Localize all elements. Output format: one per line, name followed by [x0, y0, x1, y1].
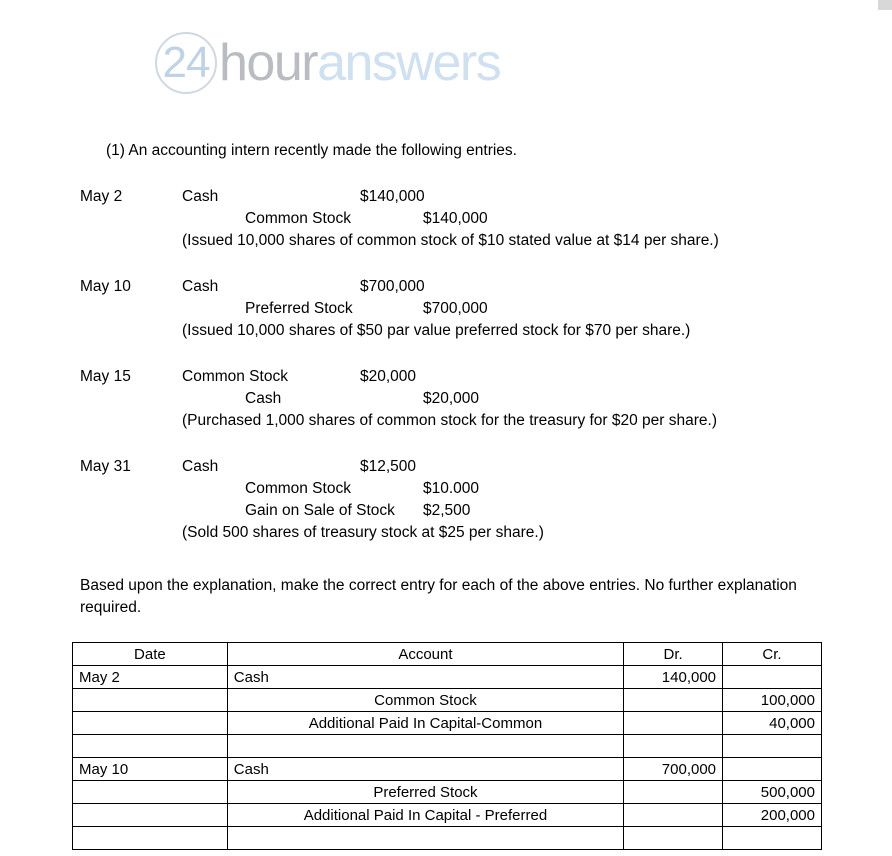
journal-line — [80, 388, 870, 410]
entry-account: Common Stock — [182, 368, 288, 385]
cell-date — [73, 712, 228, 735]
site-logo — [155, 28, 500, 98]
table-row — [73, 666, 822, 689]
cell-dr — [624, 735, 723, 758]
cell-dr — [624, 804, 723, 827]
table-header-row — [73, 643, 822, 666]
entry-amount: $700,000 — [360, 278, 425, 295]
entry-account: Cash — [182, 188, 219, 205]
journal-line — [80, 366, 870, 388]
cell-cr — [723, 758, 822, 781]
page-edge-strip — [878, 0, 892, 10]
entry-amount: $20,000 — [360, 368, 417, 385]
cell-dr — [624, 689, 723, 712]
entry-amount: $140,000 — [423, 210, 488, 227]
journal-entry — [80, 456, 870, 544]
cell-date: May 2 — [73, 666, 228, 689]
cell-cr — [723, 735, 822, 758]
journal-line — [80, 456, 870, 478]
entry-note: (Purchased 1,000 shares of common stock for the treasury for $20 per share.) — [182, 412, 718, 429]
cell-cr — [723, 827, 822, 850]
cell-dr — [624, 781, 723, 804]
cell-date — [73, 827, 228, 850]
table-row — [73, 781, 822, 804]
entry-amount: $140,000 — [360, 188, 425, 205]
cell-date — [73, 804, 228, 827]
entry-account: Cash — [245, 390, 282, 407]
entry-amount: $20,000 — [423, 390, 480, 407]
entry-date-spacer — [80, 500, 182, 522]
entry-account: Cash — [182, 278, 219, 295]
journal-entries-block — [80, 186, 870, 544]
entry-date-spacer — [80, 298, 182, 320]
table-row — [73, 804, 822, 827]
entry-amount: $2,500 — [423, 502, 471, 519]
cell-account — [227, 735, 623, 758]
column-header-account: Account — [227, 643, 623, 666]
journal-entry — [80, 186, 870, 252]
cell-account: Common Stock — [227, 689, 623, 712]
entry-note: (Issued 10,000 shares of common stock of $10 stated value at $14 per share.) — [182, 232, 719, 249]
entry-date-spacer — [80, 208, 182, 230]
entry-account: Cash — [182, 458, 219, 475]
cell-account: Cash — [227, 666, 623, 689]
entry-account: Common Stock — [245, 480, 351, 497]
entry-date: May 2 — [80, 188, 123, 205]
cell-date — [73, 735, 228, 758]
column-header-dr: Dr. — [624, 643, 723, 666]
cell-date — [73, 781, 228, 804]
journal-line — [80, 276, 870, 298]
journal-entry — [80, 276, 870, 342]
cell-account: Additional Paid In Capital - Preferred — [227, 804, 623, 827]
question-text: (1) An accounting intern recently made the following entries. — [106, 142, 517, 159]
logo-word-answers: answers — [317, 34, 501, 92]
cell-cr: 500,000 — [723, 781, 822, 804]
journal-line — [80, 186, 870, 208]
cell-account: Cash — [227, 758, 623, 781]
cell-cr: 100,000 — [723, 689, 822, 712]
ledger-table — [72, 642, 822, 850]
journal-entry — [80, 366, 870, 432]
journal-line — [80, 478, 870, 500]
cell-cr: 200,000 — [723, 804, 822, 827]
table-row — [73, 827, 822, 850]
cell-account: Additional Paid In Capital-Common — [227, 712, 623, 735]
cell-cr — [723, 666, 822, 689]
entry-amount: $700,000 — [423, 300, 488, 317]
cell-account — [227, 827, 623, 850]
table-row — [73, 735, 822, 758]
entry-account: Gain on Sale of Stock — [245, 502, 395, 519]
cell-dr: 140,000 — [624, 666, 723, 689]
entry-date: May 10 — [80, 278, 131, 295]
journal-line — [80, 208, 870, 230]
column-header-cr: Cr. — [723, 643, 822, 666]
logo-word-hour: hour — [219, 34, 318, 92]
entry-account: Preferred Stock — [245, 300, 353, 317]
column-header-date: Date — [73, 643, 228, 666]
journal-line — [80, 500, 870, 522]
cell-date: May 10 — [73, 758, 228, 781]
entry-amount: $12,500 — [360, 458, 417, 475]
cell-date — [73, 689, 228, 712]
cell-cr: 40,000 — [723, 712, 822, 735]
journal-line — [80, 298, 870, 320]
cell-account: Preferred Stock — [227, 781, 623, 804]
instruction-text: Based upon the explanation, make the correct entry for each of the above entries. No further explanation required. — [80, 577, 797, 616]
cell-dr — [624, 712, 723, 735]
entry-account: Common Stock — [245, 210, 351, 227]
entry-date: May 15 — [80, 368, 131, 385]
logo-circle-badge — [155, 32, 217, 94]
cell-dr — [624, 827, 723, 850]
entry-date-spacer — [80, 478, 182, 500]
entry-note: (Issued 10,000 shares of $50 par value preferred stock for $70 per share.) — [182, 322, 691, 339]
table-row — [73, 712, 822, 735]
entry-amount: $10.000 — [423, 480, 480, 497]
entry-date: May 31 — [80, 458, 131, 475]
table-row — [73, 758, 822, 781]
logo-badge-text: 24 — [162, 38, 210, 87]
entry-date-spacer — [80, 388, 182, 410]
entry-note: (Sold 500 shares of treasury stock at $25 per share.) — [182, 524, 544, 541]
cell-dr: 700,000 — [624, 758, 723, 781]
table-row — [73, 689, 822, 712]
